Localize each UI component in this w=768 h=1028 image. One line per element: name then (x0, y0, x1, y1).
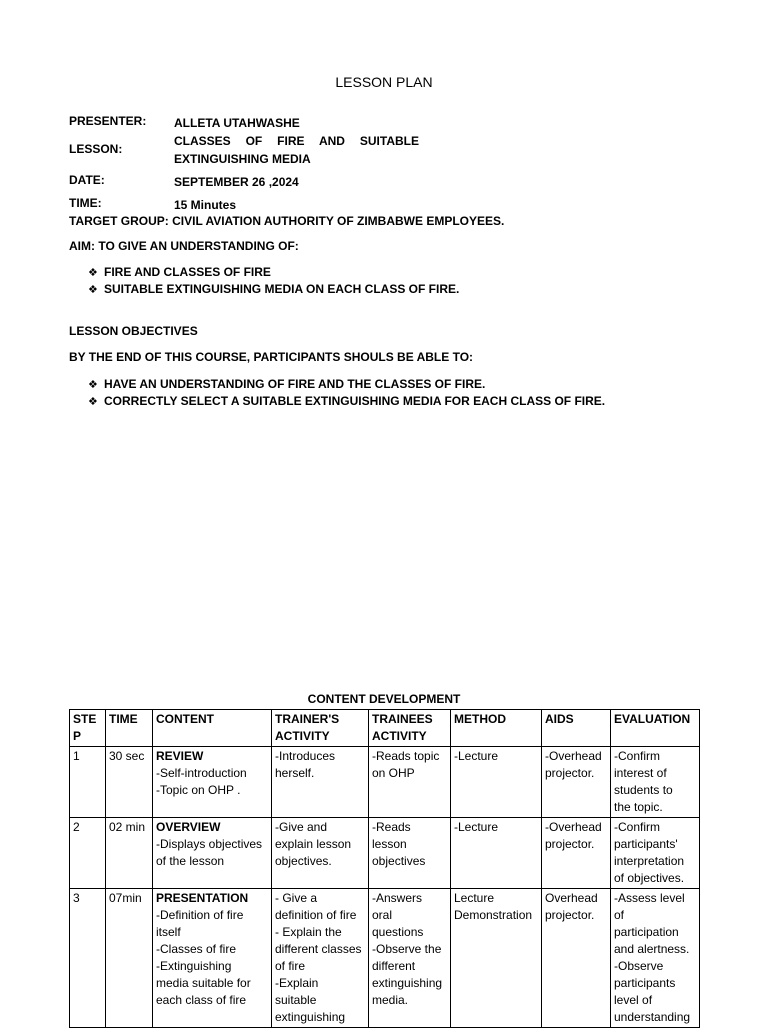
diamond-bullet-icon: ❖ (88, 379, 98, 391)
cell-text: explain lesson (275, 837, 352, 851)
step-cell (70, 889, 106, 1028)
cell-text: 1 (73, 749, 80, 763)
date-value: SEPTEMBER 26 ,2024 (174, 175, 299, 189)
cell-text: lesson (372, 837, 407, 851)
cell-text: students to (614, 783, 673, 797)
cell-text: itself (156, 925, 181, 939)
cell-text: -Reads (372, 820, 411, 834)
cell-text: interpretation (614, 854, 685, 868)
header-aids: AIDS (542, 710, 611, 747)
lesson-value-line2: EXTINGUISHING MEDIA (174, 152, 311, 166)
trainer-activity-cell (272, 889, 369, 1028)
trainees-activity-cell (369, 889, 451, 1028)
objective-item: ❖ CORRECTLY SELECT A SUITABLE EXTINGUISHING MEDIA FOR EACH CLASS OF FIRE. (88, 393, 605, 410)
table-row (70, 889, 700, 1028)
trainer-activity-cell (272, 818, 369, 889)
cell-text: -Assess level (614, 891, 685, 905)
cell-text: projector. (545, 908, 595, 922)
cell-text: different classes (275, 942, 362, 956)
objective-item: ❖ HAVE AN UNDERSTANDING OF FIRE AND THE CLASSES OF FIRE. (88, 376, 605, 393)
evaluation-cell (611, 818, 700, 889)
cell-text: different (372, 959, 416, 973)
cell-text: - Give a (275, 891, 318, 905)
cell-text: projector. (545, 766, 595, 780)
cell-text: and alertness. (614, 942, 690, 956)
evaluation-cell (611, 747, 700, 818)
trainees-activity-cell (369, 747, 451, 818)
objectives-intro: BY THE END OF THIS COURSE, PARTICIPANTS SHOULS BE ABLE TO: (69, 350, 474, 364)
aim-heading: AIM: TO GIVE AN UNDERSTANDING OF: (69, 239, 299, 253)
header-trainees-activity: TRAINEES ACTIVITY (369, 710, 451, 747)
diamond-bullet-icon: ❖ (88, 396, 98, 408)
content-title: PRESENTATION (156, 891, 249, 905)
cell-text: 2 (73, 820, 80, 834)
header-step: STE P (70, 710, 106, 747)
cell-text: level of (614, 993, 653, 1007)
cell-text: -Observe the (372, 942, 442, 956)
time-value: 15 Minutes (174, 198, 237, 212)
table-row (70, 818, 700, 889)
cell-text: objectives (372, 854, 426, 868)
aids-cell (542, 889, 611, 1028)
cell-text: participation (614, 925, 679, 939)
objectives-list (88, 376, 605, 410)
cell-text: the topic. (614, 800, 663, 814)
content-development-caption: CONTENT DEVELOPMENT (307, 692, 461, 706)
cell-text: -Lecture (454, 820, 499, 834)
presenter-value: ALLETA UTAHWASHE (174, 116, 300, 130)
page-title: LESSON PLAN (335, 74, 433, 90)
cell-text: -Confirm (614, 820, 661, 834)
objectives-heading: LESSON OBJECTIVES (69, 324, 198, 338)
lesson-label: LESSON: (69, 142, 123, 156)
cell-text: 07min (109, 891, 142, 905)
table-header-row (70, 710, 700, 747)
aim-item: ❖ FIRE AND CLASSES OF FIRE (88, 264, 459, 281)
content-title: REVIEW (156, 749, 204, 763)
table-row (70, 747, 700, 818)
cell-text: participants' (614, 837, 678, 851)
cell-text: -Give and (275, 820, 328, 834)
date-label: DATE: (69, 173, 105, 187)
cell-text: media. (372, 993, 409, 1007)
cell-text: - Explain the (275, 925, 342, 939)
step-cell (70, 747, 106, 818)
cell-text: Lecture (454, 891, 495, 905)
content-cell (153, 818, 272, 889)
cell-text: extinguishing (372, 976, 443, 990)
cell-text: 02 min (109, 820, 146, 834)
trainer-activity-cell (272, 747, 369, 818)
cell-text: -Overhead (545, 820, 602, 834)
aim-list (88, 264, 459, 298)
time-cell (106, 747, 153, 818)
cell-text: each class of fire (156, 993, 247, 1007)
cell-text: objectives. (275, 854, 332, 868)
content-title: OVERVIEW (156, 820, 221, 834)
cell-text: of the lesson (156, 854, 225, 868)
evaluation-cell (611, 889, 700, 1028)
cell-text: -Lecture (454, 749, 499, 763)
cell-text: -Confirm (614, 749, 661, 763)
header-trainer-activity: TRAINER'S ACTIVITY (272, 710, 369, 747)
cell-text: -Definition of fire (156, 908, 244, 922)
target-group: TARGET GROUP: CIVIL AVIATION AUTHORITY OF ZIMBABWE EMPLOYEES. (69, 214, 505, 228)
method-cell (451, 818, 542, 889)
cell-text: suitable (275, 993, 317, 1007)
diamond-bullet-icon: ❖ (88, 284, 98, 296)
header-method: METHOD (451, 710, 542, 747)
cell-text: of objectives. (614, 871, 685, 885)
step-cell (70, 818, 106, 889)
method-cell (451, 889, 542, 1028)
cell-text: -Observe (614, 959, 664, 973)
content-development-table (69, 709, 700, 1028)
cell-text: definition of fire (275, 908, 357, 922)
cell-text: Overhead (545, 891, 598, 905)
cell-text: -Overhead (545, 749, 602, 763)
aids-cell (542, 818, 611, 889)
diamond-bullet-icon: ❖ (88, 267, 98, 279)
cell-text: oral (372, 908, 393, 922)
header-time: TIME (106, 710, 153, 747)
cell-text: of fire (275, 959, 306, 973)
cell-text: -Extinguishing (156, 959, 232, 973)
header-evaluation: EVALUATION (611, 710, 700, 747)
cell-text: 3 (73, 891, 80, 905)
lesson-value-line1: CLASSES OF FIRE AND SUITABLE (174, 134, 419, 148)
cell-text: on OHP (372, 766, 415, 780)
trainees-activity-cell (369, 818, 451, 889)
cell-text: interest of (614, 766, 667, 780)
lesson-value (174, 132, 419, 168)
time-cell (106, 889, 153, 1028)
content-cell (153, 889, 272, 1028)
cell-text: -Topic on OHP . (156, 783, 241, 797)
cell-text: -Classes of fire (156, 942, 237, 956)
cell-text: -Introduces (275, 749, 336, 763)
aids-cell (542, 747, 611, 818)
presenter-label: PRESENTER: (69, 114, 147, 128)
time-label: TIME: (69, 196, 102, 210)
content-cell (153, 747, 272, 818)
cell-text: extinguishing (275, 1010, 346, 1024)
cell-text: -Answers (372, 891, 423, 905)
cell-text: -Self-introduction (156, 766, 247, 780)
cell-text: of (614, 908, 625, 922)
cell-text: media suitable for (156, 976, 251, 990)
cell-text: 30 sec (109, 749, 145, 763)
cell-text: understanding (614, 1010, 691, 1024)
cell-text: -Displays objectives (156, 837, 263, 851)
time-cell (106, 818, 153, 889)
cell-text: questions (372, 925, 424, 939)
cell-text: projector. (545, 837, 595, 851)
cell-text: -Explain (275, 976, 319, 990)
cell-text: herself. (275, 766, 315, 780)
aim-item: ❖ SUITABLE EXTINGUISHING MEDIA ON EACH CLASS OF FIRE. (88, 281, 459, 298)
cell-text: Demonstration (454, 908, 533, 922)
cell-text: participants (614, 976, 676, 990)
header-content: CONTENT (153, 710, 272, 747)
cell-text: -Reads topic (372, 749, 440, 763)
method-cell (451, 747, 542, 818)
